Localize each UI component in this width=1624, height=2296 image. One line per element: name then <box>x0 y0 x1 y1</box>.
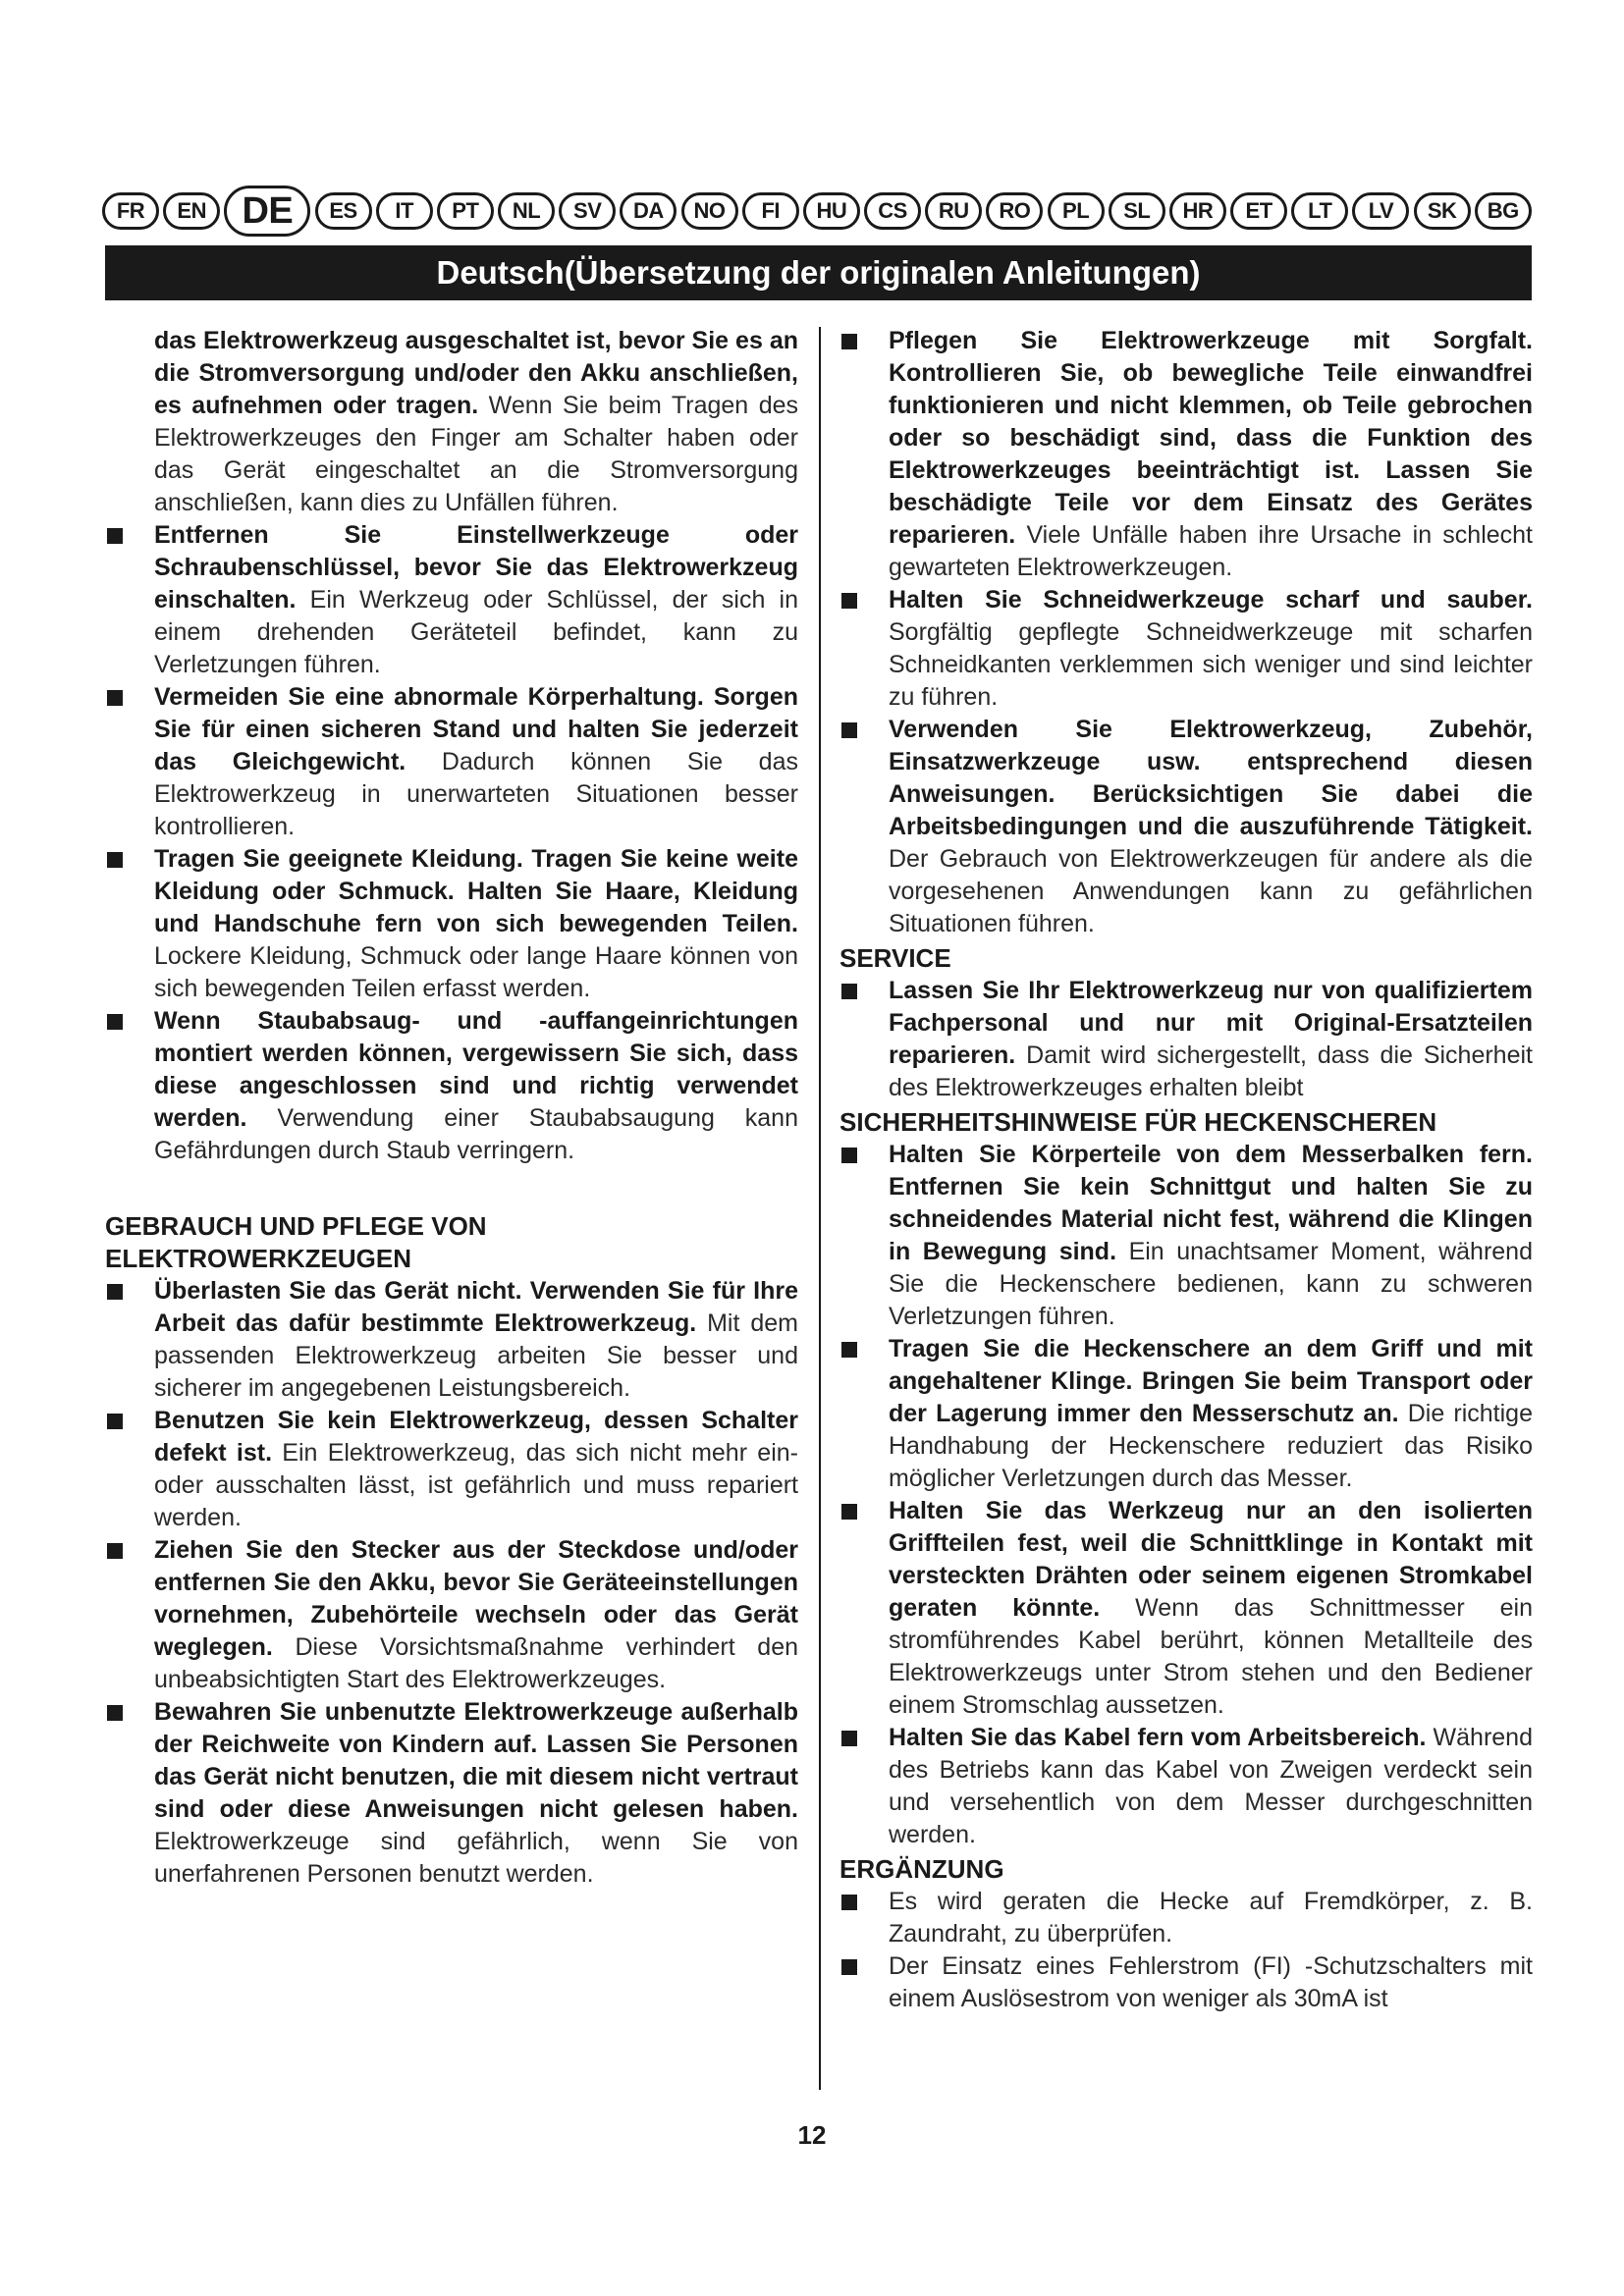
item-text: Mit dem passenden Elektrowerkzeug arbeiten Sie besser und sicherer im angegebenen Leistungsbereich. <box>154 1309 798 1402</box>
square-bullet-icon <box>841 1959 857 1975</box>
square-bullet-icon <box>841 1895 857 1910</box>
list-item <box>839 325 1533 584</box>
right-column <box>839 325 1533 2092</box>
language-tab-sk: SK <box>1414 192 1471 230</box>
page-number: 12 <box>797 2120 827 2150</box>
item-text: Der Gebrauch von Elektrowerkzeugen für andere als die vorgesehenen Anwendungen kann zu gefährlichen Situationen führen. <box>889 845 1533 937</box>
item-text: Sorgfältig gepflegte Schneidwerkzeuge mit scharfen Schneidkanten verklemmen sich weniger und sind leichter zu führen. <box>889 618 1533 711</box>
list-item <box>105 1005 798 1167</box>
section-heading-service: SERVICE <box>839 943 951 973</box>
left-column <box>105 325 798 2092</box>
language-tab-nl: NL <box>498 192 555 230</box>
item-emphasis: Tragen Sie die Heckenschere an dem Griff und mit angehaltener Klinge. Bringen Sie beim Transport oder der Lagerung immer den Messerschutz an. <box>889 1335 1533 1427</box>
item-text: Ein Werkzeug oder Schlüssel, der sich in einem drehenden Geräteteil befindet, kann zu Verletzungen führen. <box>154 586 798 678</box>
list-item <box>105 519 798 681</box>
item-text: Viele Unfälle haben ihre Ursache in schlecht gewarteten Elektrowerkzeugen. <box>889 521 1533 581</box>
language-selector <box>102 187 1532 236</box>
language-tab-fr: FR <box>102 192 159 230</box>
list-item <box>839 1886 1533 1950</box>
section-heading-usage: GEBRAUCH UND PFLEGE VON ELEKTROWERKZEUGEN <box>105 1211 487 1273</box>
section-gap <box>105 1167 798 1210</box>
language-tab-fi: FI <box>742 192 799 230</box>
item-text: Wenn das Schnittmesser ein stromführendes Kabel berührt, können Metallteile des Elektrowerkzeugs unter Strom stehen und den Bediener einem Stromschlag aussetzen. <box>889 1594 1533 1719</box>
item-text: Wenn Sie beim Tragen des Elektrowerkzeuges den Finger am Schalter haben oder das Gerät eingeschaltet an die Stromversorgung anschließen, kann dies zu Unfällen führen. <box>154 392 798 516</box>
item-emphasis: Pflegen Sie Elektrowerkzeuge mit Sorgfalt. Kontrollieren Sie, ob bewegliche Teile einwandfrei funktionieren und nicht klemmen, ob Teile gebrochen oder so beschädigt sind, dass die Funktion des Elektrowerkzeuges beeinträchtigt ist. Lassen Sie beschädigte Teile vor dem Einsatz des Gerätes reparieren. <box>889 327 1533 549</box>
item-text: Der Einsatz eines Fehlerstrom (FI) -Schutzschalters mit einem Auslösestrom von weniger als 30mA ist <box>889 1952 1533 2012</box>
square-bullet-icon <box>841 722 857 738</box>
item-emphasis: das Elektrowerkzeug ausgeschaltet ist, bevor Sie es an die Stromversorgung und/oder den Akku anschließen, es aufnehmen oder tragen. <box>154 327 798 419</box>
item-text: Diese Vorsichtsmaßnahme verhindert den unbeabsichtigten Start des Elektrowerkzeuges. <box>154 1633 798 1693</box>
item-text: Es wird geraten die Hecke auf Fremdkörper, z. B. Zaundraht, zu überprüfen. <box>889 1888 1533 1948</box>
item-emphasis: Halten Sie Schneidwerkzeuge scharf und sauber. <box>889 586 1533 614</box>
item-text: Verwendung einer Staubabsaugung kann Gefährdungen durch Staub verringern. <box>154 1104 798 1164</box>
square-bullet-icon <box>841 1342 857 1358</box>
language-tab-et: ET <box>1230 192 1287 230</box>
language-tab-cs: CS <box>864 192 921 230</box>
item-emphasis: Verwenden Sie Elektrowerkzeug, Zubehör, Einsatzwerkzeuge usw. entsprechend diesen Anweisungen. Berücksichtigen Sie dabei die Arbeitsbedingungen und die auszuführende Tätigkeit. <box>889 716 1533 840</box>
item-emphasis: Bewahren Sie unbenutzte Elektrowerkzeuge außerhalb der Reichweite von Kindern auf. Lassen Sie Personen das Gerät nicht benutzen, die mit diesem nicht vertraut sind oder diese Anweisungen nicht gelesen haben. <box>154 1698 798 1823</box>
language-tab-ru: RU <box>925 192 982 230</box>
list-item <box>839 1139 1533 1333</box>
language-tab-bg: BG <box>1475 192 1532 230</box>
item-text: Ein Elektrowerkzeug, das sich nicht mehr ein- oder ausschalten lässt, ist gefährlich und muss repariert werden. <box>154 1439 798 1531</box>
item-text: Während des Betriebs kann das Kabel von Zweigen verdeckt sein und versehentlich von dem Messer durchgeschnitten werden. <box>889 1724 1533 1848</box>
square-bullet-icon <box>107 1705 123 1721</box>
list-item <box>839 714 1533 940</box>
item-text: Elektrowerkzeuge sind gefährlich, wenn Sie von unerfahrenen Personen benutzt werden. <box>154 1828 798 1888</box>
square-bullet-icon <box>841 593 857 609</box>
item-text: Damit wird sichergestellt, dass die Sicherheit des Elektrowerkzeuges erhalten bleibt <box>889 1041 1533 1101</box>
square-bullet-icon <box>107 1414 123 1429</box>
language-tab-hu: HU <box>803 192 860 230</box>
square-bullet-icon <box>841 1731 857 1746</box>
square-bullet-icon <box>107 690 123 706</box>
square-bullet-icon <box>107 1543 123 1559</box>
list-item <box>839 584 1533 714</box>
language-tab-sv: SV <box>559 192 616 230</box>
language-tab-lv: LV <box>1352 192 1409 230</box>
square-bullet-icon <box>841 334 857 349</box>
column-divider <box>819 327 821 2090</box>
item-text: Dadurch können Sie das Elektrowerkzeug in unerwarteten Situationen besser kontrollieren. <box>154 748 798 840</box>
language-tab-de: DE <box>224 186 310 237</box>
language-tab-es: ES <box>315 192 372 230</box>
list-item <box>839 1722 1533 1851</box>
square-bullet-icon <box>107 528 123 544</box>
list-item <box>839 1950 1533 2015</box>
section-heading-hedge: SICHERHEITSHINWEISE FÜR HECKENSCHEREN <box>839 1107 1437 1137</box>
item-emphasis: Ziehen Sie den Stecker aus der Steckdose und/oder entfernen Sie den Akku, bevor Sie Geräteeinstellungen vornehmen, Zubehörteile wechseln oder das Gerät weglegen. <box>154 1536 798 1661</box>
section-heading-supplement: ERGÄNZUNG <box>839 1854 1004 1884</box>
list-item <box>839 1333 1533 1495</box>
language-tab-pt: PT <box>437 192 494 230</box>
item-text: Die richtige Handhabung der Heckenschere reduziert das Risiko möglicher Verletzungen durch das Messer. <box>889 1400 1533 1492</box>
item-emphasis: Halten Sie das Kabel fern vom Arbeitsbereich. <box>889 1724 1427 1751</box>
item-emphasis: Lassen Sie Ihr Elektrowerkzeug nur von qualifiziertem Fachpersonal und nur mit Original-Ersatzteilen reparieren. <box>889 977 1533 1069</box>
list-item <box>105 1696 798 1891</box>
square-bullet-icon <box>841 984 857 999</box>
item-text: Lockere Kleidung, Schmuck oder lange Haare können von sich bewegenden Teilen erfasst werden. <box>154 942 798 1002</box>
list-item <box>105 843 798 1005</box>
item-emphasis: Halten Sie das Werkzeug nur an den isolierten Griffteilen fest, weil die Schnittklinge in Kontakt mit versteckten Drähten oder seinem eigenen Stromkabel geraten könnte. <box>889 1497 1533 1622</box>
square-bullet-icon <box>841 1504 857 1520</box>
list-item <box>105 1275 798 1405</box>
list-item <box>839 975 1533 1104</box>
list-item <box>105 1534 798 1696</box>
language-tab-en: EN <box>163 192 220 230</box>
language-tab-pl: PL <box>1048 192 1105 230</box>
item-emphasis: Tragen Sie geeignete Kleidung. Tragen Sie keine weite Kleidung oder Schmuck. Halten Sie Haare, Kleidung und Handschuhe fern von sich bewegenden Teilen. <box>154 845 798 937</box>
square-bullet-icon <box>107 1284 123 1300</box>
list-item <box>105 1405 798 1534</box>
list-item <box>105 325 798 519</box>
item-emphasis: Halten Sie Körperteile von dem Messerbalken fern. Entfernen Sie kein Schnittgut und halten Sie zu schneidendes Material nicht fest, während die Klingen in Bewegung sind. <box>889 1141 1533 1265</box>
language-tab-lt: LT <box>1291 192 1348 230</box>
item-emphasis: Benutzen Sie kein Elektrowerkzeug, dessen Schalter defekt ist. <box>154 1407 798 1467</box>
language-tab-no: NO <box>681 192 738 230</box>
square-bullet-icon <box>107 852 123 868</box>
item-text: Ein unachtsamer Moment, während Sie die Heckenschere bedienen, kann zu schweren Verletzungen führen. <box>889 1238 1533 1330</box>
list-item <box>839 1495 1533 1722</box>
page-title: Deutsch(Übersetzung der originalen Anleitungen) <box>105 245 1532 300</box>
language-tab-da: DA <box>620 192 677 230</box>
item-emphasis: Überlasten Sie das Gerät nicht. Verwenden Sie für Ihre Arbeit das dafür bestimmte Elektrowerkzeug. <box>154 1277 798 1337</box>
language-tab-ro: RO <box>986 192 1043 230</box>
language-tab-sl: SL <box>1109 192 1165 230</box>
square-bullet-icon <box>107 1014 123 1030</box>
item-emphasis: Wenn Staubabsaug- und -auffangeinrichtungen montiert werden können, vergewissern Sie sich, dass diese angeschlossen sind und richtig verwendet werden. <box>154 1007 798 1132</box>
square-bullet-icon <box>841 1148 857 1163</box>
item-emphasis: Entfernen Sie Einstellwerkzeuge oder Schraubenschlüssel, bevor Sie das Elektrowerkzeug einschalten. <box>154 521 798 614</box>
list-item <box>105 681 798 843</box>
item-emphasis: Vermeiden Sie eine abnormale Körperhaltung. Sorgen Sie für einen sicheren Stand und halten Sie jederzeit das Gleichgewicht. <box>154 683 798 775</box>
language-tab-hr: HR <box>1169 192 1226 230</box>
language-tab-it: IT <box>376 192 433 230</box>
